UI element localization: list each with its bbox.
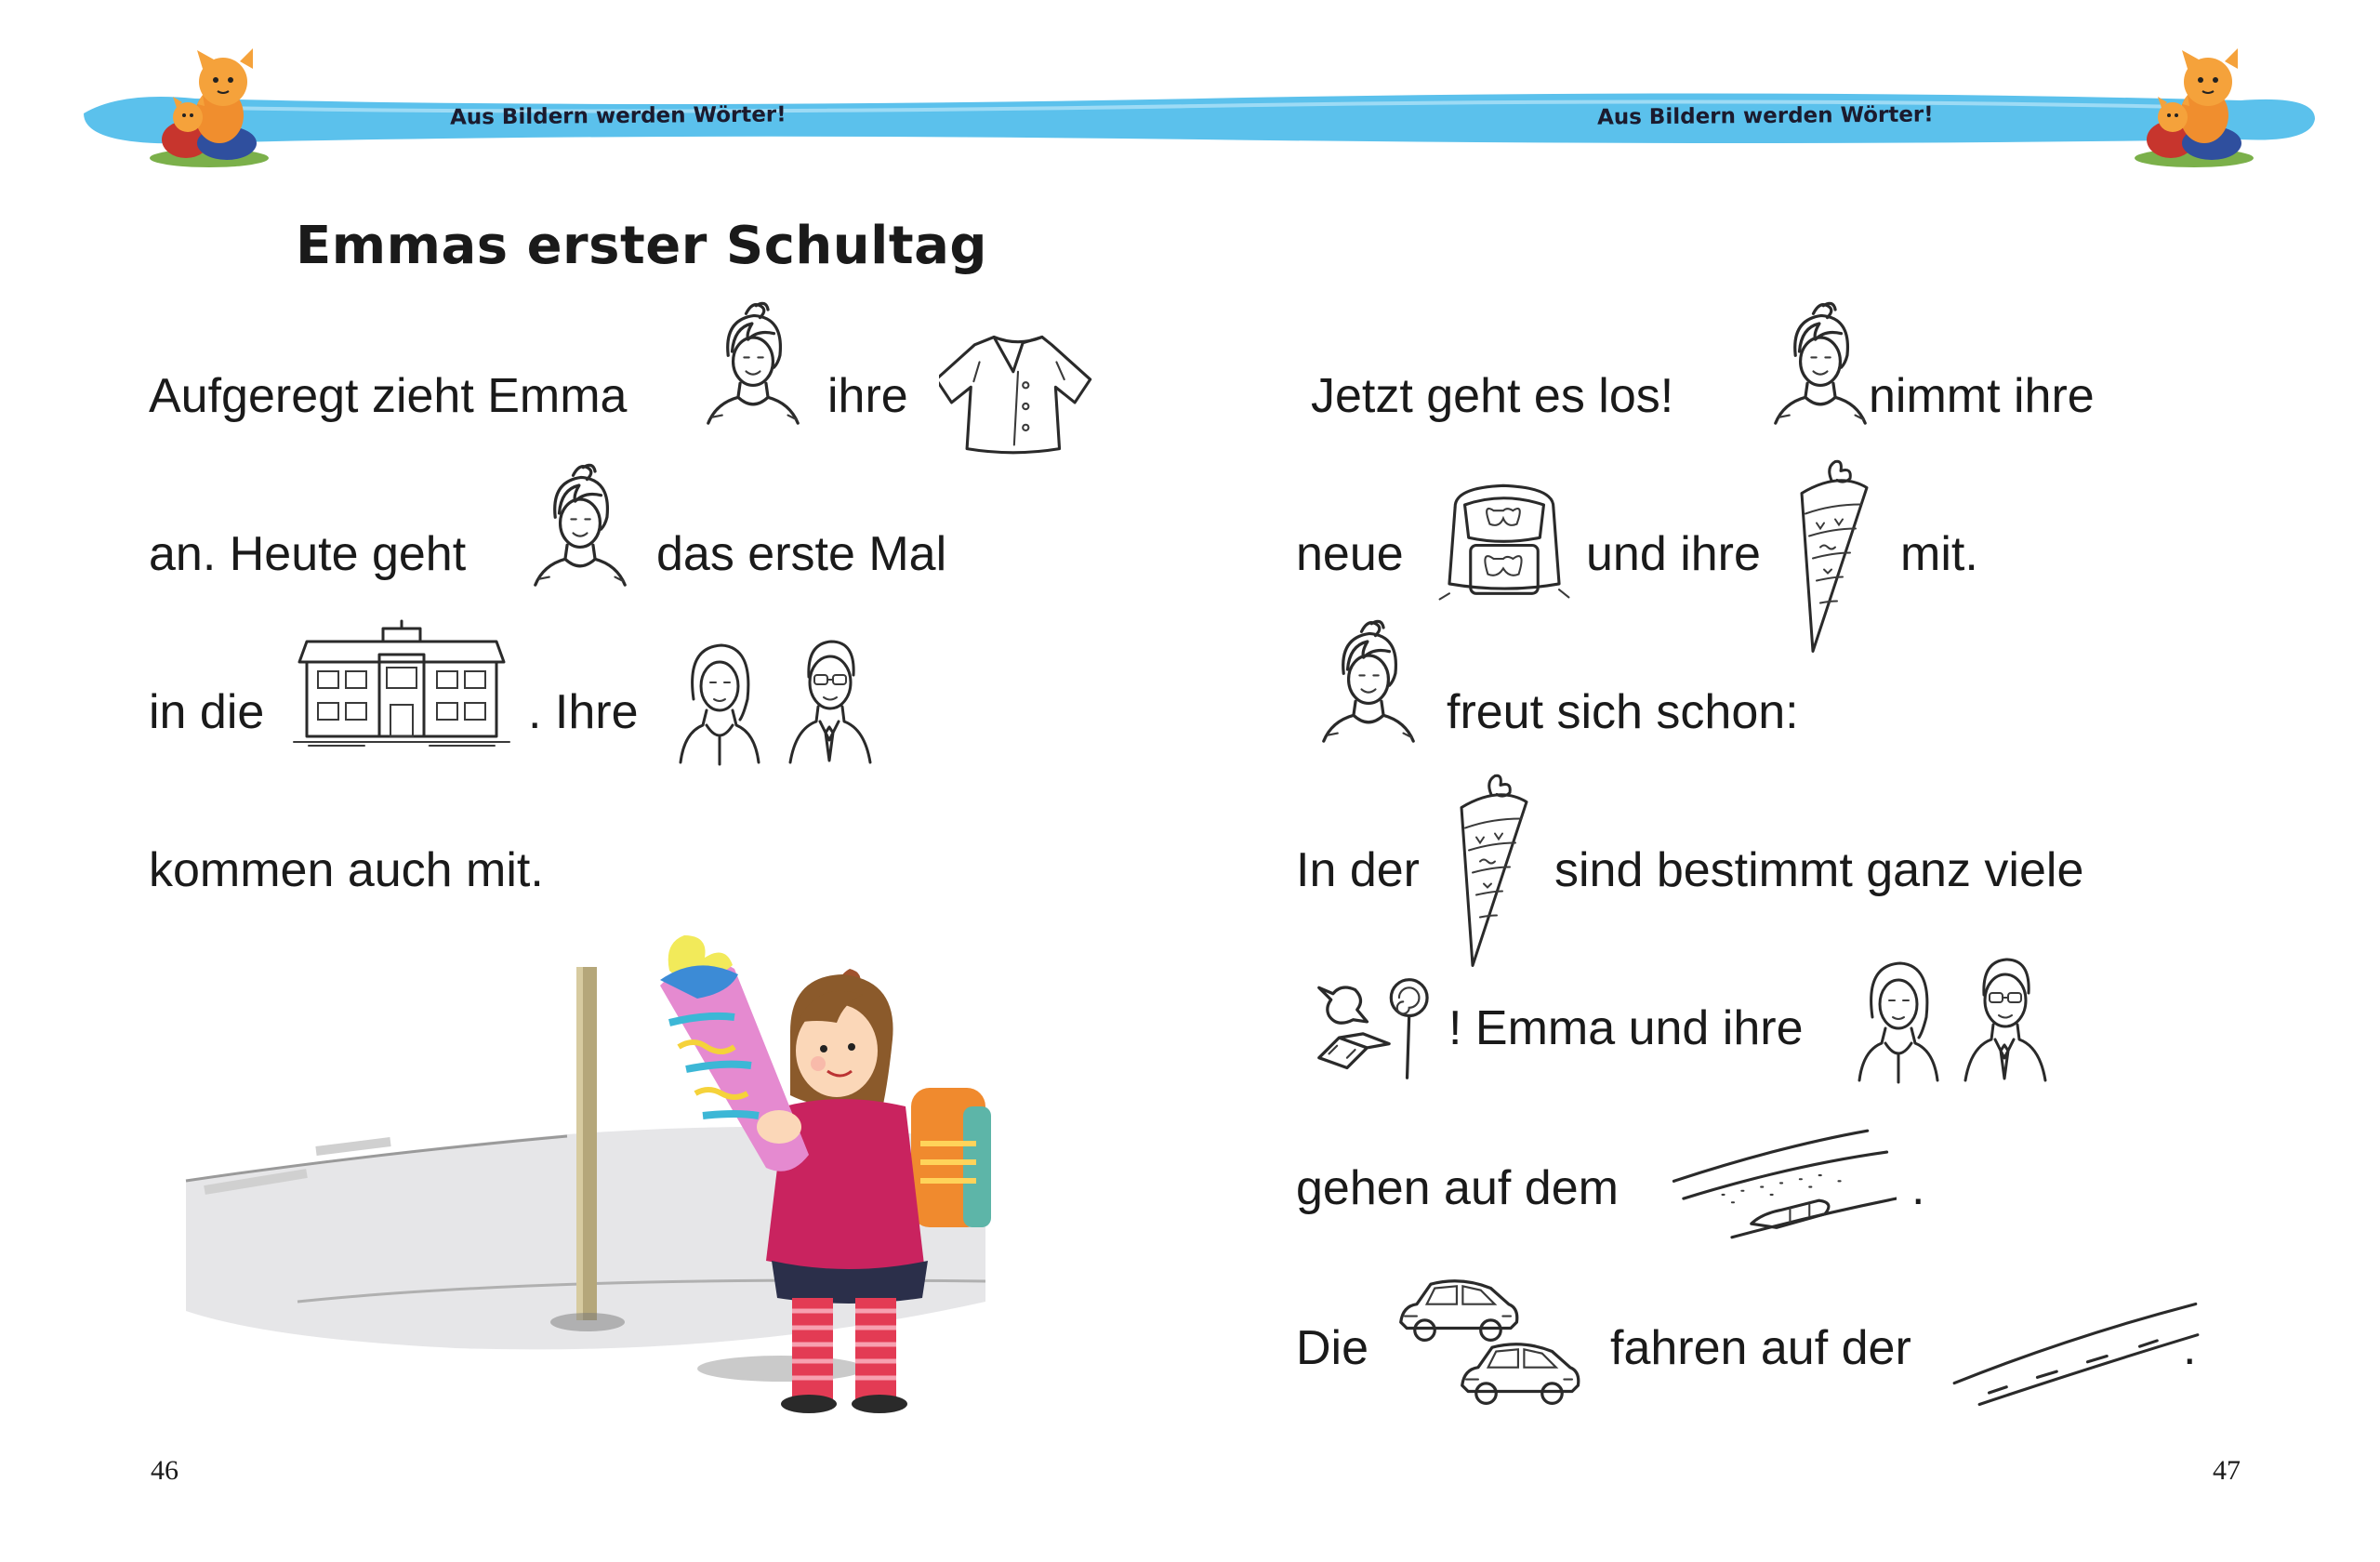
text-line-r6a: gehen auf dem <box>1296 1161 1619 1215</box>
text-line-r3: freut sich schon: <box>1447 685 1799 739</box>
text-line-r7b: fahren auf der <box>1610 1321 1911 1375</box>
sidewalk-icon <box>1664 1127 1897 1243</box>
road-icon <box>1950 1302 2202 1409</box>
girl-face-icon <box>524 457 636 597</box>
text-line-2a: an. Heute geht <box>149 527 467 581</box>
car-icon <box>1454 1331 1584 1411</box>
banner-title-left: Aus Bildern werden Wörter! <box>449 102 787 130</box>
text-line-r5: ! Emma und ihre <box>1448 1001 1804 1055</box>
banner-title-right: Aus Bildern werden Wörter! <box>1596 102 1934 130</box>
father-icon <box>783 629 876 772</box>
page-number-left: 46 <box>151 1455 178 1486</box>
girl-face-icon <box>697 296 809 435</box>
text-line-3b: . Ihre <box>528 685 639 739</box>
header-banner <box>84 86 2315 151</box>
cat-mascot-icon <box>139 48 279 169</box>
text-line-r7a: Die <box>1296 1321 1369 1375</box>
text-line-r2b: und ihre <box>1586 527 1761 581</box>
text-line-r7c: . <box>2183 1321 2197 1375</box>
page-number-right: 47 <box>2213 1455 2241 1486</box>
text-line-r4a: In der <box>1296 843 1420 897</box>
text-line-r2a: neue <box>1296 527 1404 581</box>
jacket-icon <box>939 324 1097 458</box>
text-line-2b: das erste Mal <box>656 527 947 581</box>
text-line-r1b: nimmt ihre <box>1869 369 2095 423</box>
cat-mascot-icon <box>2124 48 2264 169</box>
school-cone-icon <box>1443 770 1536 970</box>
school-backpack-icon <box>1430 478 1579 613</box>
mother-icon <box>673 632 766 772</box>
school-cone-icon <box>1783 456 1876 655</box>
girl-with-school-cone-illustration <box>177 911 995 1413</box>
text-line-1b: ihre <box>827 369 908 423</box>
girl-face-icon <box>1313 614 1424 753</box>
mother-icon <box>1852 950 1945 1090</box>
sweets-icon <box>1309 958 1439 1088</box>
text-line-4: kommen auch mit. <box>149 843 544 897</box>
text-line-r1a: Jetzt geht es los! <box>1311 369 1674 423</box>
school-building-icon <box>290 614 513 753</box>
text-line-r2c: mit. <box>1900 527 1978 581</box>
father-icon <box>1958 946 2051 1090</box>
text-line-1a: Aufgeregt zieht Emma <box>149 369 628 423</box>
text-line-3a: in die <box>149 685 265 739</box>
text-line-r6b: . <box>1911 1161 1925 1215</box>
girl-face-icon <box>1765 296 1876 435</box>
text-line-r4b: sind bestimmt ganz viele <box>1554 843 2084 897</box>
page-title: Emmas erster Schultag <box>296 216 987 276</box>
